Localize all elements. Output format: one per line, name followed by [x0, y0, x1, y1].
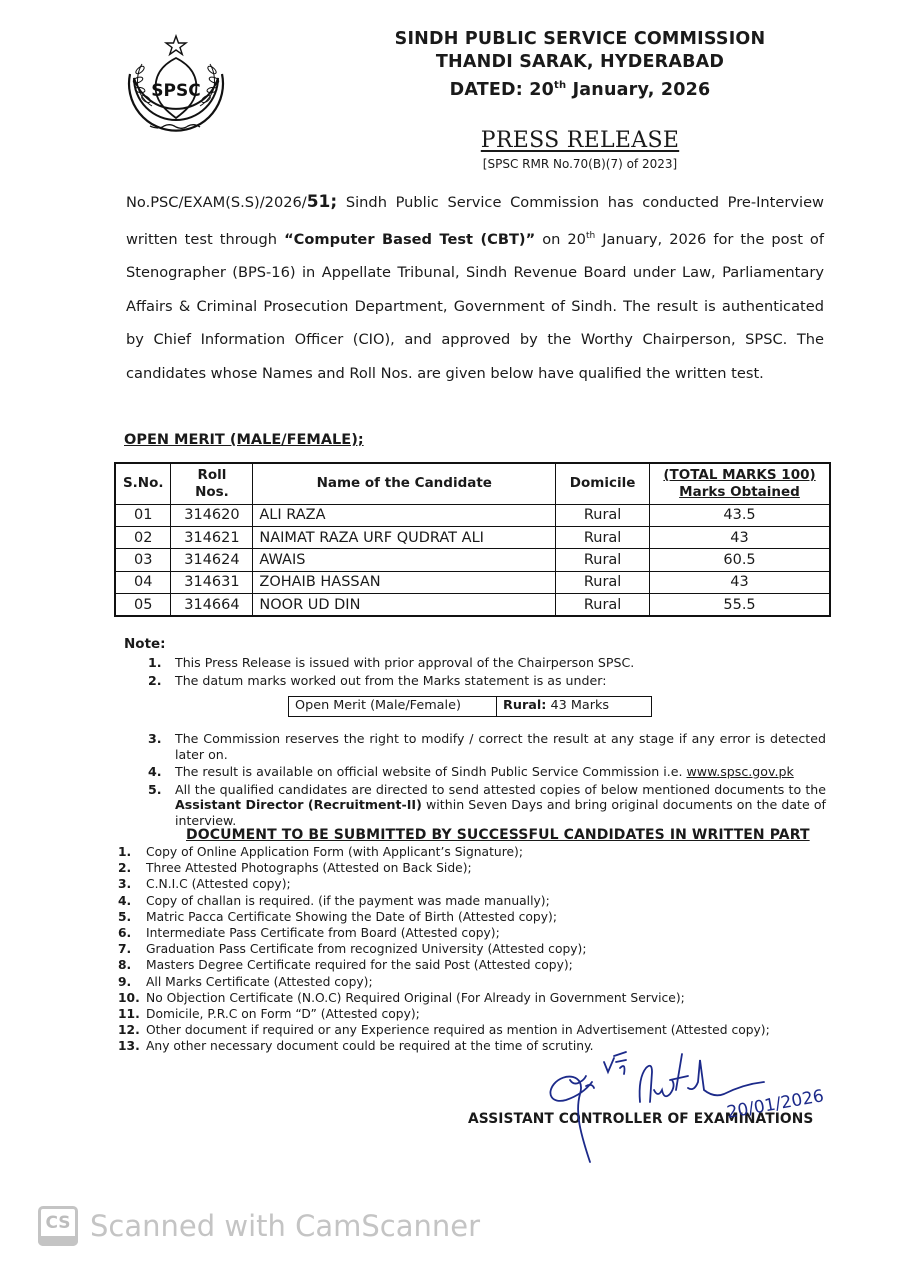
document-item: 9. All Marks Certificate (Attested copy); [118, 974, 373, 989]
col-domicile: Domicile [556, 463, 650, 504]
signature [520, 1042, 860, 1172]
svg-text:SPSC: SPSC [151, 81, 201, 101]
svg-text:20/01/2026: 20/01/2026 [725, 1086, 826, 1123]
document-item: 13. Any other necessary document could be required at the time of scrutiny. [118, 1039, 594, 1054]
website-link[interactable]: www.spsc.gov.pk [686, 764, 794, 779]
table-row: 02 314621 NAIMAT RAZA URF QUDRAT ALI Rural 43 [115, 526, 830, 548]
document-item: 10. No Objection Certificate (N.O.C) Required Original (For Already in Government Service); [118, 990, 685, 1005]
document-item: 7. Graduation Pass Certificate from recognized University (Attested copy); [118, 942, 587, 957]
document-item: 11. Domicile, P.R.C on Form “D” (Attested copy); [118, 1007, 420, 1022]
table-header-row [115, 463, 830, 504]
org-address: THANDI SARAK, HYDERABAD [435, 52, 725, 72]
note-label: Note: [124, 636, 166, 652]
table-row: 04 314631 ZOHAIB HASSAN Rural 43 [115, 571, 830, 593]
table-row: 01 314620 ALI RAZA Rural 43.5 [115, 504, 830, 526]
note-item: 4. The result is available on official website of Sindh Public Service Commission i.e. www.spsc.gov.pk [148, 764, 794, 779]
handwritten-signature-icon [520, 1042, 860, 1172]
watermark-text: Scanned with CamScanner [90, 1209, 481, 1243]
page-title: PRESS RELEASE [480, 128, 680, 153]
datum-category: Open Merit (Male/Female) [289, 697, 497, 716]
notes-list [148, 655, 826, 830]
documents-list [118, 844, 818, 1055]
document-item: 1. Copy of Online Application Form (with Applicant’s Signature); [118, 845, 523, 859]
note-item: 2. The datum marks worked out from the Marks statement is as under: [148, 672, 607, 688]
document-item: 2. Three Attested Photographs (Attested on Back Side); [118, 861, 472, 876]
note-item: 1. This Press Release is issued with prior approval of the Chairperson SPSC. [148, 655, 635, 670]
table-row: 05 314664 NOOR UD DIN Rural 55.5 [115, 594, 830, 616]
intro-paragraph: No.PSC/EXAM(S.S)/2026/51; Sindh Public Service Commission has conducted Pre-Interview written test through “Computer Based Test (CBT)” on 20th January, 2026 for the post of Stenographer (BPS-16) in Appellate Tribunal, Sindh Revenue Board under Law, Parliamentary Affairs & Criminal Prosecution Department, Government of Sindh. The result is authenticated by Chief Information Officer (CIO), and approved by the Worthy Chairperson, SPSC. The candidates whose Names and Roll Nos. are given below have qualified the written test. [126, 192, 824, 382]
test-name: “Computer Based Test (CBT)” [284, 230, 536, 248]
results-table [114, 462, 831, 617]
document-item: 8. Masters Degree Certificate required for the said Post (Attested copy); [118, 958, 573, 973]
note-item: 3. The Commission reserves the right to modify / correct the result at any stage if any error is detected later on. [148, 731, 826, 762]
col-marks: (TOTAL MARKS 100) Marks Obtained [650, 463, 830, 504]
org-name: SINDH PUBLIC SERVICE COMMISSION [394, 29, 766, 49]
documents-heading: DOCUMENT TO BE SUBMITTED BY SUCCESSFUL CANDIDATES IN WRITTEN PART [186, 827, 810, 843]
spsc-emblem-icon [120, 34, 232, 144]
reference-number: [SPSC RMR No.70(B)(7) of 2023] [482, 157, 678, 171]
document-item: 12. Other document if required or any Experience required as mention in Advertisement (Attested copy); [118, 1023, 770, 1038]
datum-marks-box [288, 696, 652, 717]
col-roll: Roll Nos. [171, 463, 253, 504]
spsc-logo [120, 34, 232, 144]
table-row: 03 314624 AWAIS Rural 60.5 [115, 549, 830, 571]
col-sno: S.No. [115, 463, 171, 504]
camscanner-logo-icon: CS [38, 1206, 78, 1246]
document-item: 6. Intermediate Pass Certificate from Board (Attested copy); [118, 926, 500, 941]
organization-header [330, 28, 830, 102]
dated-line: DATED: 20th January, 2026 [449, 80, 711, 100]
col-name: Name of the Candidate [253, 463, 556, 504]
signatory-title: ASSISTANT CONTROLLER OF EXAMINATIONS [468, 1111, 814, 1127]
document-item: 4. Copy of challan is required. (if the payment was made manually); [118, 893, 550, 908]
note-item: 5. All the qualified candidates are directed to send attested copies of below mentioned documents to the Assistant Director (Recruitment-II) within Seven Days and bring original documents on the date of interview. [148, 781, 826, 828]
datum-value: Rural: 43 Marks [503, 698, 610, 713]
section-heading: OPEN MERIT (MALE/FEMALE); [124, 432, 364, 448]
document-item: 3. C.N.I.C (Attested copy); [118, 877, 291, 892]
camscanner-watermark [38, 1206, 480, 1246]
document-item: 5. Matric Pacca Certificate Showing the Date of Birth (Attested copy); [118, 909, 557, 924]
